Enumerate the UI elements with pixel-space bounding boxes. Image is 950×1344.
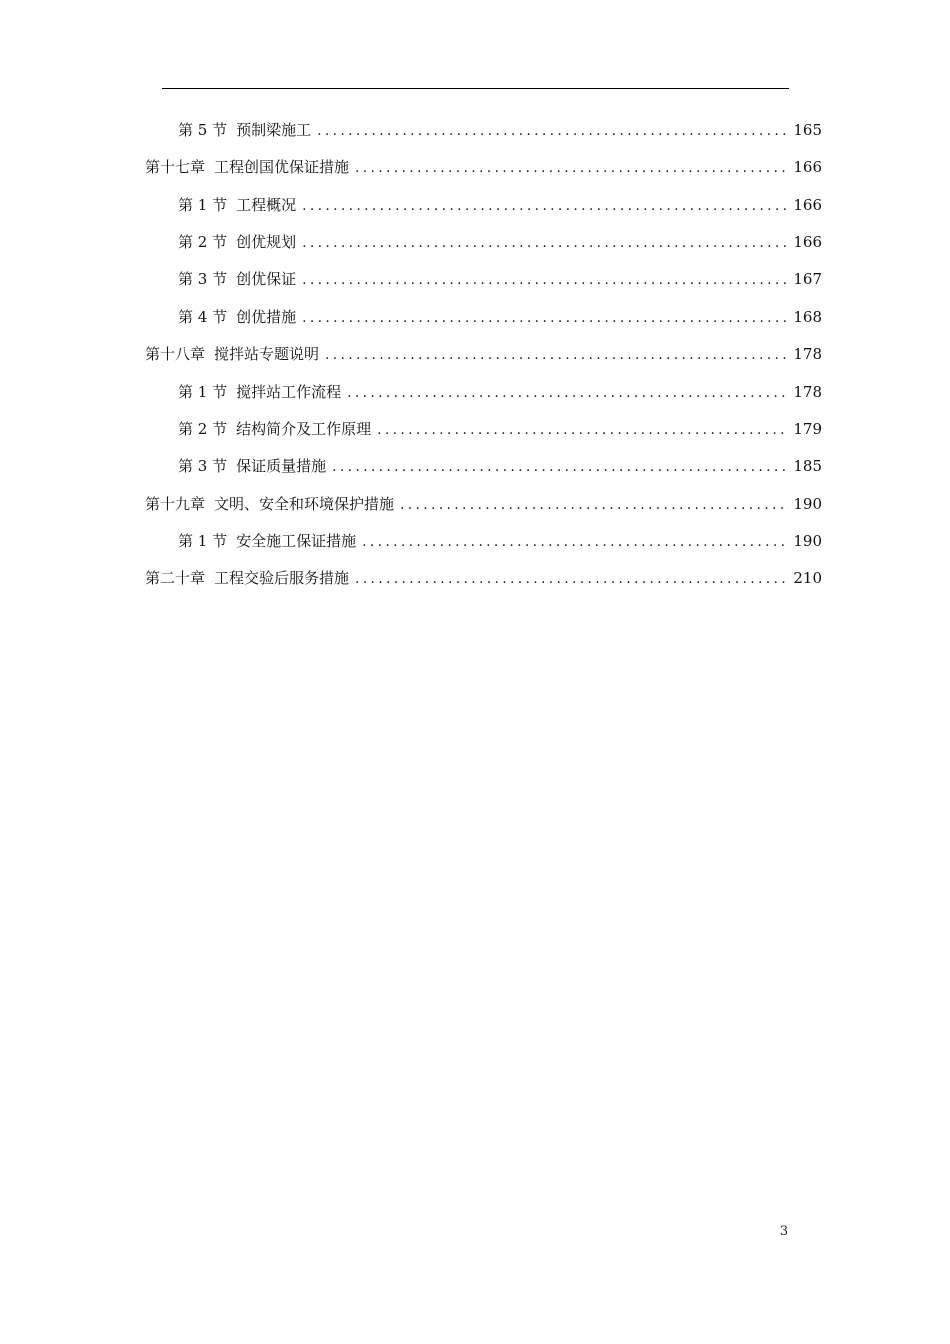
dot-leader (400, 495, 789, 515)
dot-leader (302, 233, 789, 253)
toc-entry[interactable] (145, 494, 822, 514)
toc-entry[interactable] (178, 382, 822, 402)
dot-leader (302, 308, 789, 328)
toc-entry-number: 第 5 节 (178, 121, 228, 139)
toc-entry-page: 168 (793, 308, 822, 326)
toc-entry[interactable] (178, 120, 822, 140)
toc-entry-page: 178 (793, 383, 822, 401)
toc-entry-number: 第十七章 (145, 158, 206, 176)
toc-entry[interactable] (178, 531, 822, 551)
toc-entry[interactable] (145, 157, 822, 177)
toc-entry-number: 第 1 节 (178, 532, 228, 550)
toc-entry-number: 第十九章 (145, 495, 206, 513)
toc-entry-number: 第 2 节 (178, 233, 228, 251)
toc-entry-title: 结构简介及工作原理 (236, 420, 372, 438)
toc-entry-title: 创优保证 (236, 270, 297, 288)
dot-leader (317, 121, 789, 141)
toc-entry-page: 185 (793, 457, 822, 475)
toc-entry-page: 165 (793, 121, 822, 139)
toc-entry[interactable] (145, 568, 822, 588)
dot-leader (355, 569, 789, 589)
toc-entry[interactable] (178, 269, 822, 289)
toc-entry[interactable] (178, 307, 822, 327)
toc-entry-title: 创优措施 (236, 308, 297, 326)
toc-entry-title: 安全施工保证措施 (236, 532, 357, 550)
toc-entry-page: 179 (793, 420, 822, 438)
toc-entry-page: 166 (793, 196, 822, 214)
page-number: 3 (779, 1224, 789, 1239)
dot-leader (332, 457, 789, 477)
toc-entry-title: 搅拌站专题说明 (214, 345, 320, 363)
toc-entry-number: 第二十章 (145, 569, 206, 587)
toc-entry-page: 210 (793, 569, 822, 587)
toc-entry-title: 工程交验后服务措施 (214, 569, 350, 587)
toc-entry-number: 第十八章 (145, 345, 206, 363)
toc-entry-number: 第 4 节 (178, 308, 228, 326)
toc-entry[interactable] (178, 195, 822, 215)
toc-entry-number: 第 2 节 (178, 420, 228, 438)
toc-entry-title: 预制梁施工 (236, 121, 312, 139)
toc-entry-title: 文明、安全和环境保护措施 (214, 495, 395, 513)
toc-entry-number: 第 3 节 (178, 270, 228, 288)
dot-leader (302, 196, 789, 216)
dot-leader (377, 420, 789, 440)
toc-entry-page: 166 (793, 158, 822, 176)
toc-entry-title: 搅拌站工作流程 (236, 383, 342, 401)
toc-entry-page: 190 (793, 532, 822, 550)
dot-leader (355, 158, 789, 178)
dot-leader (302, 270, 789, 290)
toc-entry-number: 第 1 节 (178, 383, 228, 401)
toc-entry[interactable] (178, 419, 822, 439)
dot-leader (347, 383, 789, 403)
toc-entry-page: 166 (793, 233, 822, 251)
toc-entry-number: 第 3 节 (178, 457, 228, 475)
toc-entry-page: 178 (793, 345, 822, 363)
header-rule (162, 88, 789, 89)
toc-entry[interactable] (178, 456, 822, 476)
toc-entry-page: 167 (793, 270, 822, 288)
dot-leader (362, 532, 789, 552)
toc-entry-title: 工程概况 (236, 196, 297, 214)
toc-entry[interactable] (145, 344, 822, 364)
toc-entry-number: 第 1 节 (178, 196, 228, 214)
toc-entry-title: 保证质量措施 (236, 457, 327, 475)
toc-entry[interactable] (178, 232, 822, 252)
toc-entry-page: 190 (793, 495, 822, 513)
dot-leader (325, 345, 789, 365)
toc-entry-title: 工程创国优保证措施 (214, 158, 350, 176)
toc-entry-title: 创优规划 (236, 233, 297, 251)
